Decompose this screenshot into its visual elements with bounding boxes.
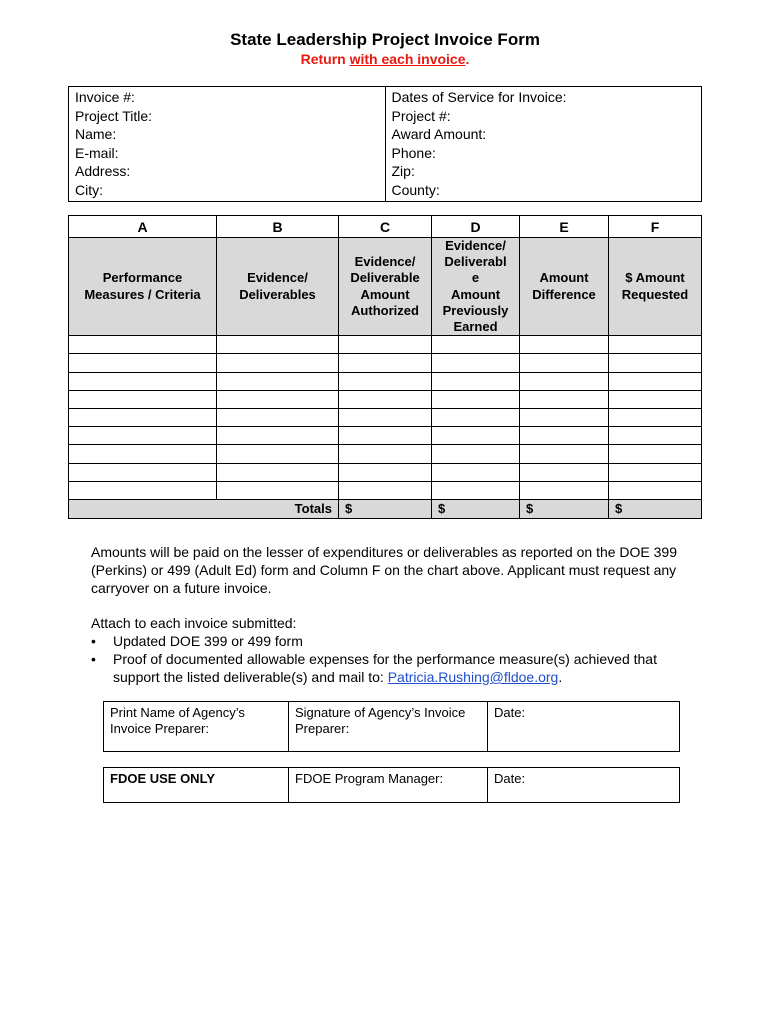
header-line: Deliverables xyxy=(239,286,316,302)
invoice-entry-rows xyxy=(69,336,702,500)
fdoe-use-only-label: FDOE USE ONLY xyxy=(110,771,215,786)
table-cell[interactable] xyxy=(339,481,432,499)
subtitle-emphasis: with each invoice xyxy=(349,51,466,67)
address-field[interactable]: Address: xyxy=(75,163,131,179)
table-cell[interactable] xyxy=(609,372,702,390)
bullet-icon: • xyxy=(91,651,96,667)
header-line: Deliverable xyxy=(350,270,420,286)
list-item xyxy=(91,650,691,686)
header-line: Amount xyxy=(360,286,410,302)
bullet-icon: • xyxy=(91,633,96,649)
applicant-info-table xyxy=(68,86,702,202)
header-line: Deliverabl xyxy=(444,254,507,270)
table-cell[interactable] xyxy=(217,336,339,354)
table-cell[interactable] xyxy=(217,463,339,481)
table-cell[interactable] xyxy=(217,372,339,390)
table-cell[interactable] xyxy=(432,427,520,445)
header-line: Performance xyxy=(102,270,183,286)
phone-field[interactable]: Phone: xyxy=(391,144,436,161)
table-cell[interactable] xyxy=(609,427,702,445)
preparer-signature-table xyxy=(103,701,680,752)
project-number-field[interactable]: Project #: xyxy=(391,107,451,124)
table-row xyxy=(69,427,702,445)
info-right-column xyxy=(385,87,702,202)
table-cell[interactable] xyxy=(339,445,432,463)
invoice-table xyxy=(68,215,702,519)
subtitle-period: . xyxy=(465,51,470,67)
form-title: State Leadership Project Invoice Form xyxy=(230,30,540,49)
column-header-row xyxy=(69,238,702,336)
table-cell[interactable] xyxy=(609,445,702,463)
column-letter: F xyxy=(609,216,702,238)
table-cell[interactable] xyxy=(339,427,432,445)
header-line: e xyxy=(471,270,480,286)
table-cell[interactable] xyxy=(217,390,339,408)
column-letter: B xyxy=(217,216,339,238)
header-amount-previously-earned xyxy=(432,238,520,336)
table-cell[interactable] xyxy=(217,427,339,445)
bullet-text: Updated DOE 399 or 499 form xyxy=(113,633,303,649)
fdoe-use-table xyxy=(103,767,680,803)
total-difference[interactable]: $ xyxy=(520,499,609,518)
table-cell[interactable] xyxy=(520,354,609,372)
bullet-text: Proof of documented allowable expenses for the performance measure(s) achieved that support the listed deliverable(s) and mail to: xyxy=(113,651,657,685)
table-cell[interactable] xyxy=(69,354,217,372)
header-line: Amount xyxy=(450,286,501,302)
table-row xyxy=(69,408,702,426)
project-title-field[interactable]: Project Title: xyxy=(75,107,153,124)
print-name-cell[interactable]: Print Name of Agency’s Invoice Preparer: xyxy=(110,705,245,736)
table-cell[interactable] xyxy=(609,408,702,426)
table-cell[interactable] xyxy=(69,481,217,499)
header-line: Evidence/ xyxy=(445,238,506,253)
header-line: Evidence/ xyxy=(247,270,308,286)
total-requested[interactable]: $ xyxy=(609,499,702,518)
table-row xyxy=(69,445,702,463)
signature-cell[interactable]: Signature of Agency’s Invoice Preparer: xyxy=(289,702,488,752)
totals-row xyxy=(69,499,702,518)
table-cell[interactable] xyxy=(69,336,217,354)
table-row xyxy=(69,481,702,499)
table-row xyxy=(69,372,702,390)
header-amount-requested xyxy=(609,238,702,336)
table-cell[interactable] xyxy=(217,445,339,463)
invoice-number-field[interactable]: Invoice #: xyxy=(75,89,135,105)
column-letter-row xyxy=(69,216,702,238)
table-cell[interactable] xyxy=(69,427,217,445)
header-line: Authorized xyxy=(351,302,419,318)
table-cell[interactable] xyxy=(339,408,432,426)
header-line: Difference xyxy=(532,286,596,302)
header-amount-difference xyxy=(520,238,609,336)
attachment-instructions xyxy=(91,614,691,686)
table-cell[interactable] xyxy=(217,481,339,499)
table-cell[interactable] xyxy=(520,390,609,408)
table-cell[interactable] xyxy=(432,481,520,499)
header-line: Evidence/ xyxy=(354,254,416,270)
table-cell[interactable] xyxy=(339,390,432,408)
table-cell[interactable] xyxy=(609,390,702,408)
subtitle-prefix: Return xyxy=(300,51,350,67)
table-cell[interactable] xyxy=(520,463,609,481)
table-cell[interactable] xyxy=(69,463,217,481)
column-letter: D xyxy=(432,216,520,238)
table-row xyxy=(69,463,702,481)
table-cell[interactable] xyxy=(609,336,702,354)
table-cell[interactable] xyxy=(69,372,217,390)
header-line: Previously xyxy=(442,302,509,318)
attachment-list xyxy=(91,632,691,686)
header-line: Requested xyxy=(621,286,689,302)
header-amount-authorized xyxy=(339,238,432,336)
table-cell[interactable] xyxy=(520,372,609,390)
header-evidence-deliverables xyxy=(217,238,339,336)
info-left-column xyxy=(69,87,386,202)
attach-intro: Attach to each invoice submitted: xyxy=(91,615,297,631)
bullet-end: . xyxy=(558,669,563,685)
preparer-date-cell[interactable]: Date: xyxy=(488,702,680,752)
table-cell[interactable] xyxy=(432,372,520,390)
table-cell[interactable] xyxy=(69,445,217,463)
table-cell[interactable] xyxy=(520,445,609,463)
table-cell[interactable] xyxy=(69,408,217,426)
table-cell[interactable] xyxy=(432,336,520,354)
table-cell[interactable] xyxy=(339,463,432,481)
table-row xyxy=(69,390,702,408)
email-field[interactable]: E-mail: xyxy=(75,144,119,161)
table-cell[interactable] xyxy=(432,408,520,426)
column-letter: C xyxy=(339,216,432,238)
table-cell[interactable] xyxy=(432,463,520,481)
list-item xyxy=(91,632,691,650)
table-cell[interactable] xyxy=(69,390,217,408)
column-letter: E xyxy=(520,216,609,238)
header-line: $ Amount xyxy=(625,270,685,286)
column-letter: A xyxy=(69,216,217,238)
totals-label: Totals xyxy=(69,499,339,518)
header-performance-measures xyxy=(69,238,217,336)
table-cell[interactable] xyxy=(217,354,339,372)
table-cell[interactable] xyxy=(217,408,339,426)
table-cell[interactable] xyxy=(339,372,432,390)
table-cell[interactable] xyxy=(609,354,702,372)
county-field[interactable]: County: xyxy=(391,181,440,198)
header-line: Measures / Criteria xyxy=(84,286,201,302)
total-amount-authorized[interactable]: $ xyxy=(339,499,432,518)
dates-of-service-field[interactable]: Dates of Service for Invoice: xyxy=(391,89,567,105)
table-cell[interactable] xyxy=(432,390,520,408)
table-cell[interactable] xyxy=(520,408,609,426)
table-cell[interactable] xyxy=(432,354,520,372)
program-manager-cell[interactable]: FDOE Program Manager: xyxy=(289,768,488,803)
table-cell[interactable] xyxy=(520,427,609,445)
payment-terms-paragraph: Amounts will be paid on the lesser of expenditures or deliverables as reported on the DOE 399 (Perkins) or 499 (Adult Ed) form and Column F on the chart above. Applicant must request any carryover on a future invoice. xyxy=(91,544,678,596)
email-link[interactable]: Patricia.Rushing@fldoe.org xyxy=(387,669,559,685)
table-cell[interactable] xyxy=(609,481,702,499)
total-previously-earned[interactable]: $ xyxy=(432,499,520,518)
table-cell[interactable] xyxy=(339,354,432,372)
table-cell[interactable] xyxy=(520,481,609,499)
table-row xyxy=(69,336,702,354)
table-cell[interactable] xyxy=(520,336,609,354)
award-amount-field[interactable]: Award Amount: xyxy=(391,126,487,142)
name-field[interactable]: Name: xyxy=(75,126,117,142)
form-subtitle xyxy=(0,51,770,67)
city-field[interactable]: City: xyxy=(75,181,103,198)
table-cell[interactable] xyxy=(609,463,702,481)
table-row xyxy=(69,354,702,372)
fdoe-date-cell[interactable]: Date: xyxy=(488,768,680,803)
header-line: Amount xyxy=(539,270,589,286)
table-cell[interactable] xyxy=(432,445,520,463)
header-line: Earned xyxy=(453,319,498,335)
table-cell[interactable] xyxy=(339,336,432,354)
zip-field[interactable]: Zip: xyxy=(391,163,415,179)
